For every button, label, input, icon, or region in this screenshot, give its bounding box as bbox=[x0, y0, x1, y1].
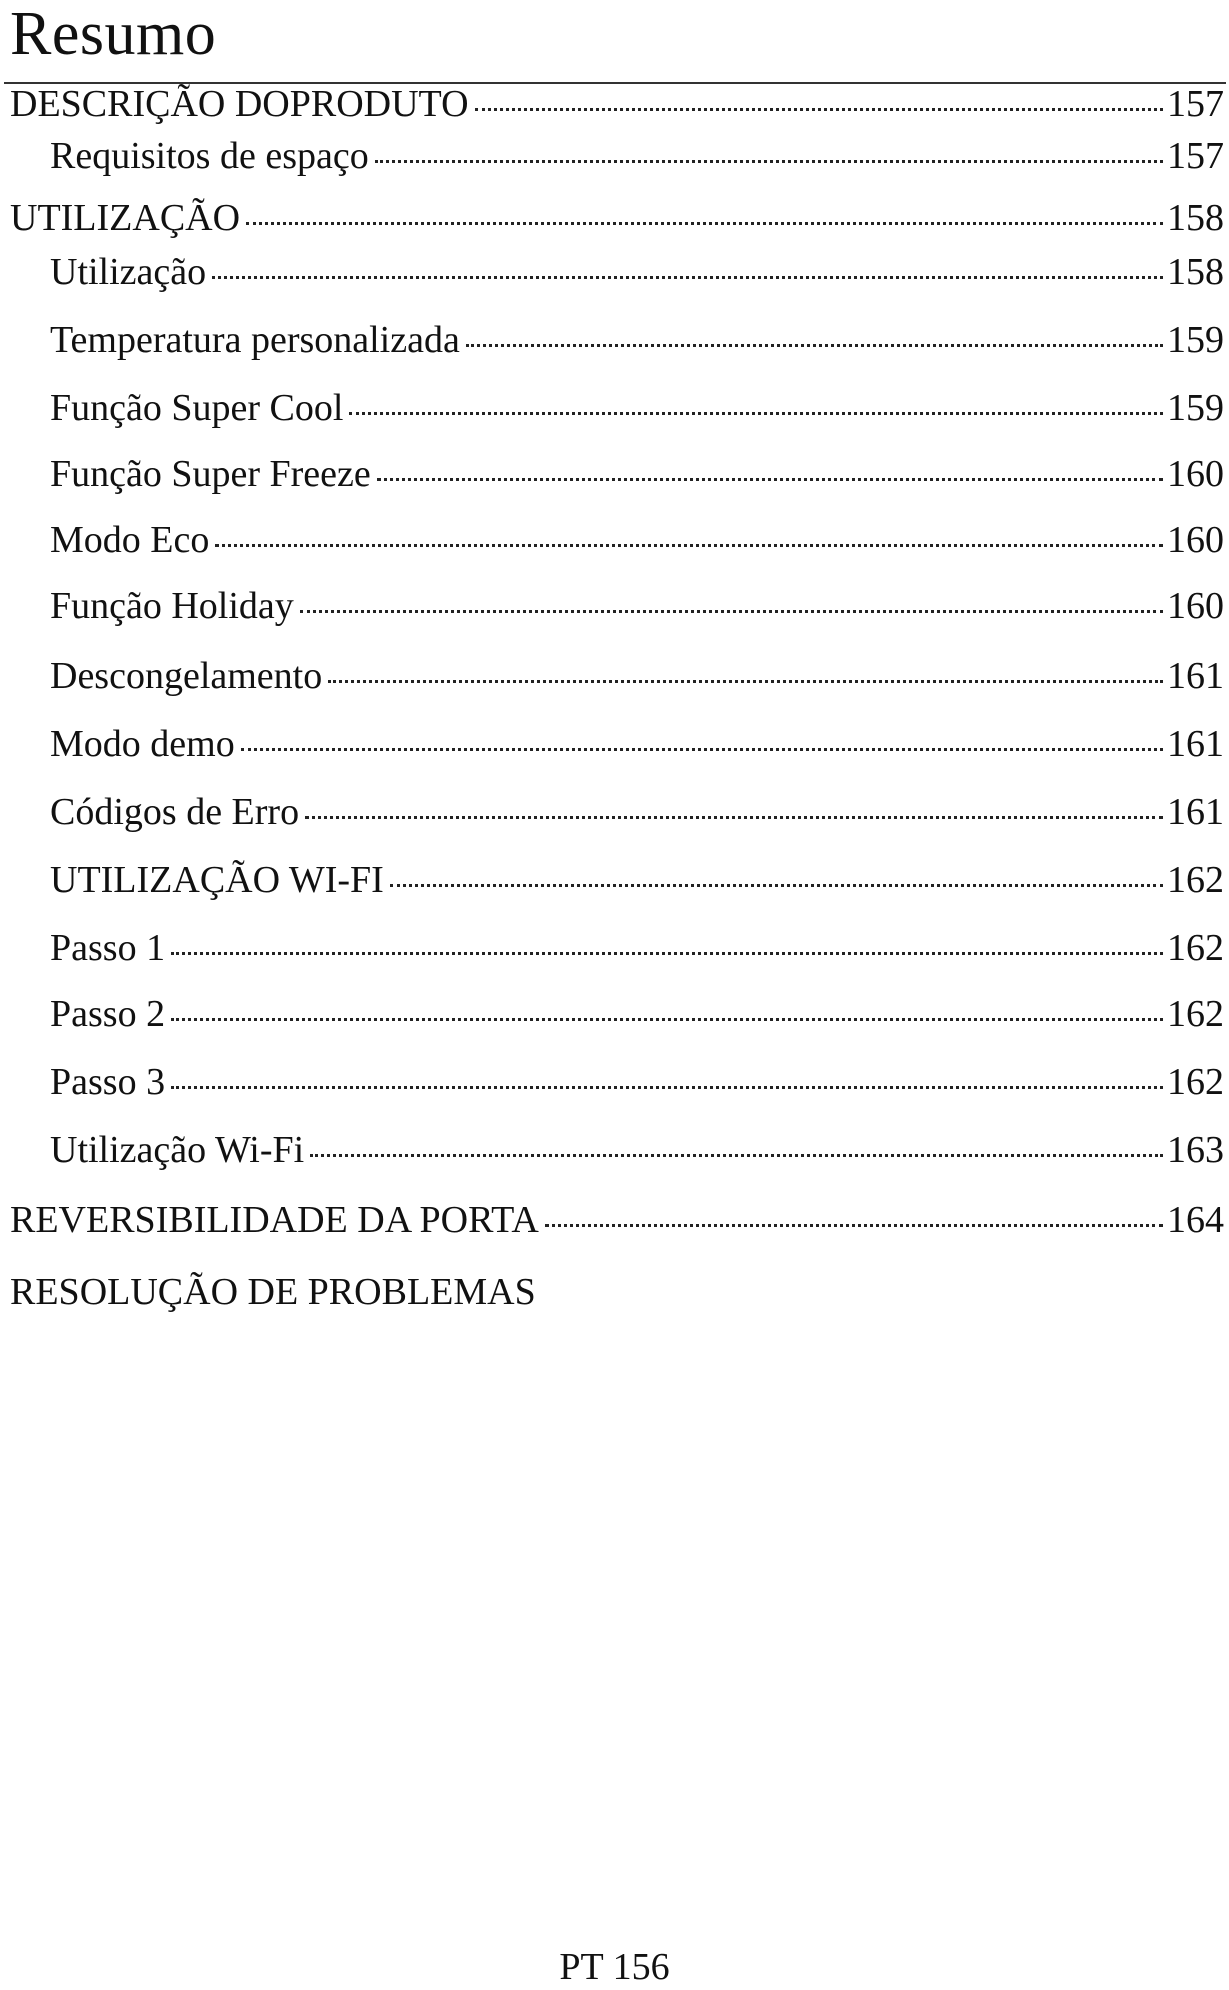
toc-dot-leader bbox=[215, 544, 1163, 547]
toc-entry[interactable] bbox=[0, 582, 1224, 630]
toc-entry[interactable] bbox=[0, 80, 1224, 128]
toc-entry-label: Utilização Wi-Fi bbox=[50, 1129, 305, 1171]
toc-entry-label: DESCRIÇÃO DOPRODUTO bbox=[10, 83, 469, 125]
toc-entry-page: 160 bbox=[1167, 519, 1224, 561]
toc-dot-leader bbox=[212, 276, 1163, 279]
toc-entry-label: Modo demo bbox=[50, 723, 235, 765]
toc-dot-leader bbox=[466, 344, 1163, 347]
toc-entry[interactable] bbox=[0, 1268, 1224, 1316]
toc-entry[interactable] bbox=[0, 1126, 1224, 1174]
toc-entry[interactable] bbox=[0, 248, 1224, 296]
toc-entry-label: Passo 1 bbox=[50, 927, 166, 969]
toc-entry-page: 162 bbox=[1167, 1061, 1224, 1103]
toc-entry-label: Utilização bbox=[50, 251, 207, 293]
toc-entry[interactable] bbox=[0, 990, 1224, 1038]
toc-entry-label: RESOLUÇÃO DE PROBLEMAS bbox=[10, 1271, 536, 1313]
toc-entry-page: 158 bbox=[1167, 197, 1224, 239]
toc-entry-page: 157 bbox=[1167, 135, 1224, 177]
toc-entry-page: 157 bbox=[1167, 83, 1224, 125]
toc-dot-leader bbox=[475, 108, 1163, 111]
toc-dot-leader bbox=[241, 748, 1163, 751]
toc-entry-label: Temperatura personalizada bbox=[50, 319, 460, 361]
toc-dot-leader bbox=[377, 478, 1163, 481]
toc-entry-page: 160 bbox=[1167, 585, 1224, 627]
toc-dot-leader bbox=[171, 1086, 1163, 1089]
toc-entry[interactable] bbox=[0, 720, 1224, 768]
toc-entry[interactable] bbox=[0, 384, 1224, 432]
toc-dot-leader bbox=[171, 1018, 1163, 1021]
page-title: Resumo bbox=[10, 0, 217, 68]
toc-entry-label: Função Holiday bbox=[50, 585, 294, 627]
toc-entry[interactable] bbox=[0, 924, 1224, 972]
toc-entry-page: 160 bbox=[1167, 453, 1224, 495]
toc-entry-label: UTILIZAÇÃO bbox=[10, 197, 241, 239]
toc-entry[interactable] bbox=[0, 194, 1224, 242]
toc-dot-leader bbox=[390, 884, 1163, 887]
toc-dot-leader bbox=[375, 160, 1163, 163]
toc-entry-label: UTILIZAÇÃO WI-FI bbox=[50, 859, 384, 901]
toc-entry[interactable] bbox=[0, 450, 1224, 498]
toc-entry-page: 161 bbox=[1167, 655, 1224, 697]
toc-dot-leader bbox=[171, 952, 1163, 955]
toc-entry-page: 161 bbox=[1167, 791, 1224, 833]
toc-entry[interactable] bbox=[0, 316, 1224, 364]
toc-entry-label: Passo 3 bbox=[50, 1061, 166, 1103]
toc-entry-label: Modo Eco bbox=[50, 519, 210, 561]
toc-entry-page: 158 bbox=[1167, 251, 1224, 293]
toc-entry-page: 163 bbox=[1167, 1129, 1224, 1171]
toc-entry-page: 164 bbox=[1167, 1199, 1224, 1241]
toc-entry-page: 159 bbox=[1167, 387, 1224, 429]
toc-entry-label: Requisitos de espaço bbox=[50, 135, 369, 177]
toc-dot-leader bbox=[310, 1154, 1163, 1157]
toc-entry[interactable] bbox=[0, 516, 1224, 564]
toc-entry-page: 162 bbox=[1167, 993, 1224, 1035]
page-number: PT 156 bbox=[559, 1946, 670, 1988]
toc-dot-leader bbox=[349, 412, 1163, 415]
toc-dot-leader bbox=[305, 816, 1163, 819]
toc-entry[interactable] bbox=[0, 1058, 1224, 1106]
toc-dot-leader bbox=[328, 680, 1163, 683]
toc-dot-leader bbox=[545, 1224, 1163, 1227]
toc-dot-leader bbox=[246, 222, 1163, 225]
toc-entry-label: Função Super Freeze bbox=[50, 453, 371, 495]
toc-entry-label: REVERSIBILIDADE DA PORTA bbox=[10, 1199, 539, 1241]
toc-entry[interactable] bbox=[0, 788, 1224, 836]
toc-entry[interactable] bbox=[0, 132, 1224, 180]
toc-dot-leader bbox=[300, 610, 1163, 613]
toc-entry[interactable] bbox=[0, 652, 1224, 700]
toc-entry[interactable] bbox=[0, 856, 1224, 904]
toc-entry-page: 161 bbox=[1167, 723, 1224, 765]
toc-entry-page: 159 bbox=[1167, 319, 1224, 361]
toc-entry-page: 162 bbox=[1167, 927, 1224, 969]
toc-entry-page: 162 bbox=[1167, 859, 1224, 901]
toc-entry[interactable] bbox=[0, 1196, 1224, 1244]
toc-entry-label: Passo 2 bbox=[50, 993, 166, 1035]
toc-entry-label: Função Super Cool bbox=[50, 387, 344, 429]
toc-entry-label: Descongelamento bbox=[50, 655, 323, 697]
toc-entry-label: Códigos de Erro bbox=[50, 791, 300, 833]
